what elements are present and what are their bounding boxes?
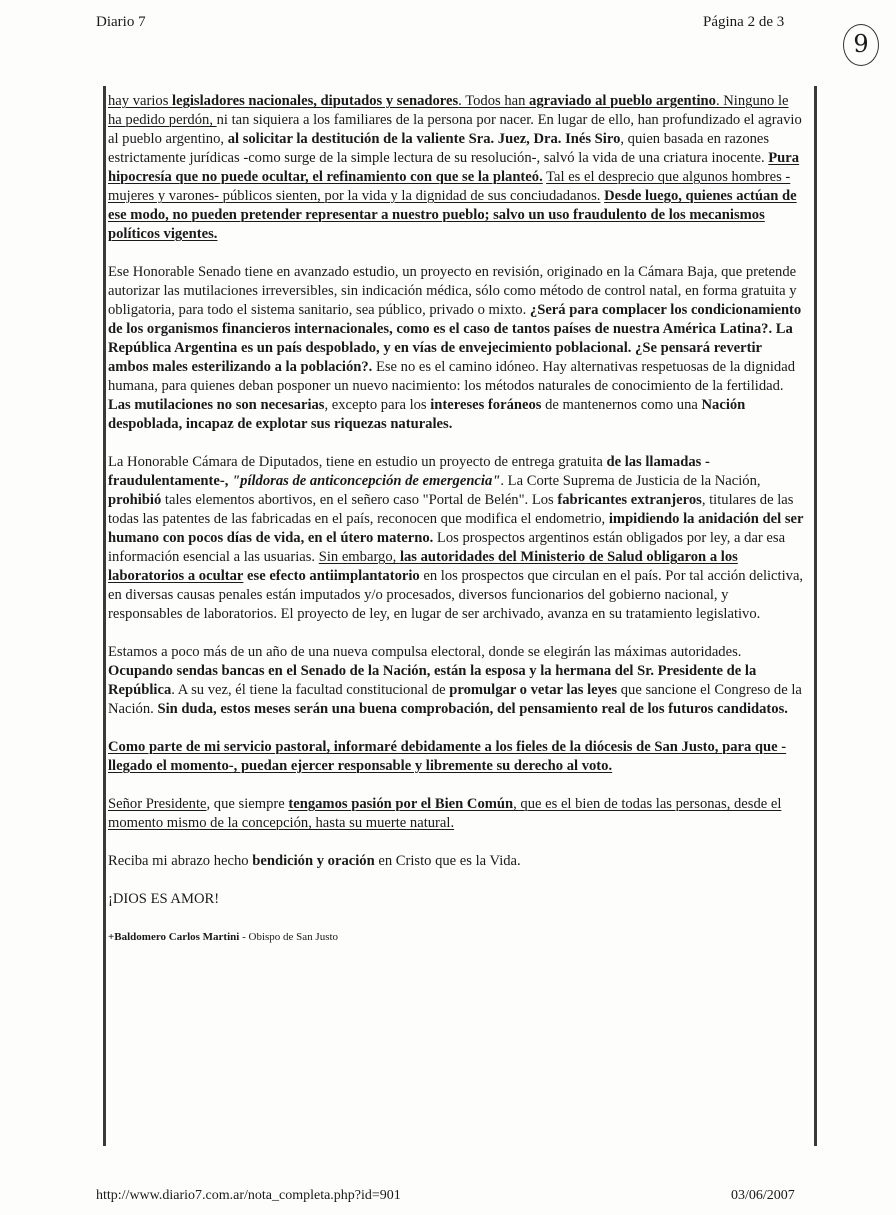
text-run: impidiendo la anidación del ser humano con pocos días de vida, en el útero materno. xyxy=(108,511,804,546)
text-run: . Ninguno le ha pedido perdón, xyxy=(108,93,789,128)
page-footer-url[interactable]: http://www.diario7.com.ar/nota_completa.php?id=901 xyxy=(96,1188,401,1203)
paragraph-6 xyxy=(108,795,805,833)
text-run: de las llamadas -fraudulentamente-, xyxy=(108,454,710,489)
text-run: Ese Honorable Senado tiene en avanzado estudio, un proyecto en revisión, originado en la Cámara Baja, que pretende autorizar las mutilaciones irreversibles, sin indicación médica, sólo como método de control natal, en forma gratuita y obligatoria, para todo el sistema sanitario, sea público, privado o mixto. xyxy=(108,264,797,318)
paragraph-5 xyxy=(108,738,805,776)
text-run: ese efecto antiimplantatorio xyxy=(247,568,420,584)
text-run: Las mutilaciones no son necesarias xyxy=(108,397,325,413)
text-run: . A su vez, él tiene la facultad constitucional de xyxy=(171,682,450,698)
text-run: en Cristo que es la Vida. xyxy=(374,853,521,869)
text-run: legisladores nacionales, diputados y senadores xyxy=(172,93,459,109)
page-header-page-number: Página 2 de 3 xyxy=(703,14,785,30)
handwritten-page-mark: 9 xyxy=(843,24,879,66)
paragraph-4 xyxy=(108,643,805,719)
text-run: tales elementos abortivos, en el señero caso "Portal de Belén". Los xyxy=(161,492,558,508)
text-run: en los prospectos que circulan en el país. Por tal acción delictiva, en diversas causas penales están imputados y/o procesados, diversos funcionarios del gobierno nacional, y responsables de laboratorios. El proyecto de ley, en lugar de ser archivado, avanza en su tratamiento legislativo. xyxy=(108,568,804,622)
text-run: ¡DIOS ES AMOR! xyxy=(108,891,220,907)
text-run: Reciba mi abrazo hecho xyxy=(108,853,253,869)
paragraph-8 xyxy=(108,890,805,909)
signature-name: +Baldomero Carlos Martini xyxy=(108,931,240,943)
text-run: Señor Presidente xyxy=(108,796,207,812)
text-run: agraviado al pueblo argentino xyxy=(529,93,716,109)
signature-title: - Obispo de San Justo xyxy=(239,931,339,943)
text-run: intereses foráneos xyxy=(430,397,542,413)
text-run: La Honorable Cámara de Diputados, tiene en estudio un proyecto de entrega gratuita xyxy=(108,454,607,470)
article-body xyxy=(108,92,805,947)
text-run: ¿Será para complacer los condicionamiento de los organismos financieros internacionales, como es el caso de tantos países de nuestra América Latina?. La República Argentina es un país despoblado, y en vías de envejecimiento poblacional. ¿Se pensará revertir ambos males esterilizando a la población?. xyxy=(108,302,802,375)
text-run: Estamos a poco más de un año de una nueva compulsa electoral, donde se elegirán las máximas autoridades. xyxy=(108,644,742,660)
text-run: ni tan siquiera a los familiares de la persona por nacer. En lugar de ello, han profundizado el agravio al pueblo argentino, xyxy=(108,112,802,147)
text-run: al solicitar la destitución de la valiente Sra. Juez, Dra. Inés Siro xyxy=(227,131,621,147)
frame-right-border xyxy=(814,86,817,1146)
page-header-site: Diario 7 xyxy=(96,14,146,30)
text-run: promulgar o vetar las leyes xyxy=(449,682,618,698)
text-run: Sin embargo, xyxy=(318,549,400,565)
page-footer-date: 03/06/2007 xyxy=(731,1188,795,1203)
text-run: tengamos pasión por el Bien Común xyxy=(288,796,514,812)
text-run: . La Corte Suprema de Justicia de la Nación, xyxy=(500,473,761,489)
text-run: Como parte de mi servicio pastoral, informaré debidamente a los fieles de la diócesis de San Justo, para que -llegado el momento-, puedan ejercer responsable y libremente su derecho al voto. xyxy=(108,739,787,774)
paragraph-2 xyxy=(108,263,805,434)
text-run: Nación despoblada, incapaz de explotar sus riquezas naturales. xyxy=(108,397,746,432)
text-run: , quien basada en razones estrictamente jurídicas -como surge de la simple lectura de su resolución-, salvó la vida de una criatura inocente. xyxy=(108,131,770,166)
paragraph-7 xyxy=(108,852,805,871)
paragraph-1 xyxy=(108,92,805,244)
text-run: fabricantes extranjeros xyxy=(557,492,702,508)
text-run: Tal es el desprecio que algunos hombres -mujeres y varones- públicos sienten, por la vida y la dignidad de sus conciudadanos. xyxy=(108,169,791,204)
text-run: , titulares de las todas las patentes de las fabricadas en el país, reconocen que modifica el endometrio, xyxy=(108,492,794,527)
text-run: Ocupando sendas bancas en el Senado de la Nación, están la esposa y la hermana del Sr. Presidente de la República xyxy=(108,663,757,698)
text-run: bendición y oración xyxy=(252,853,375,869)
text-run: de mantenernos como una xyxy=(541,397,702,413)
paragraph-3 xyxy=(108,453,805,624)
frame-left-border xyxy=(103,86,106,1146)
text-run: las autoridades del Ministerio de Salud obligaron a los laboratorios a ocultar xyxy=(108,549,738,584)
text-run: , que siempre xyxy=(206,796,289,812)
text-run: , excepto para los xyxy=(324,397,431,413)
text-run: Desde luego, quienes actúan de ese modo, no pueden pretender representar a nuestro pueblo; salvo un uso fraudulento de los mecanismos políticos vigentes. xyxy=(108,188,797,242)
text-run: Pura hipocresía que no puede ocultar, el refinamiento con que se la planteó. xyxy=(108,150,800,185)
text-run: , que es el bien de todas las personas, desde el momento mismo de la concepción, hasta su muerte natural. xyxy=(108,796,782,831)
text-run: "píldoras de anticoncepción de emergencia" xyxy=(232,473,501,489)
text-run: que sancione el Congreso de la Nación. xyxy=(108,682,802,717)
text-run: prohibió xyxy=(108,492,162,508)
text-run: . Todos han xyxy=(458,93,530,109)
text-run: hay varios xyxy=(108,93,173,109)
text-run: Sin duda, estos meses serán una buena comprobación, del pensamiento real de los futuros candidatos. xyxy=(157,701,788,717)
text-run: Ese no es el camino idóneo. Hay alternativas respetuosas de la dignidad humana, para quienes deban posponer un nuevo nacimiento: los métodos naturales de conocimiento de la fertilidad. xyxy=(108,359,795,394)
text-run: Los prospectos argentinos están obligados por ley, a dar esa información esencial a las usuarias. xyxy=(108,530,786,565)
signature-line xyxy=(108,928,805,947)
